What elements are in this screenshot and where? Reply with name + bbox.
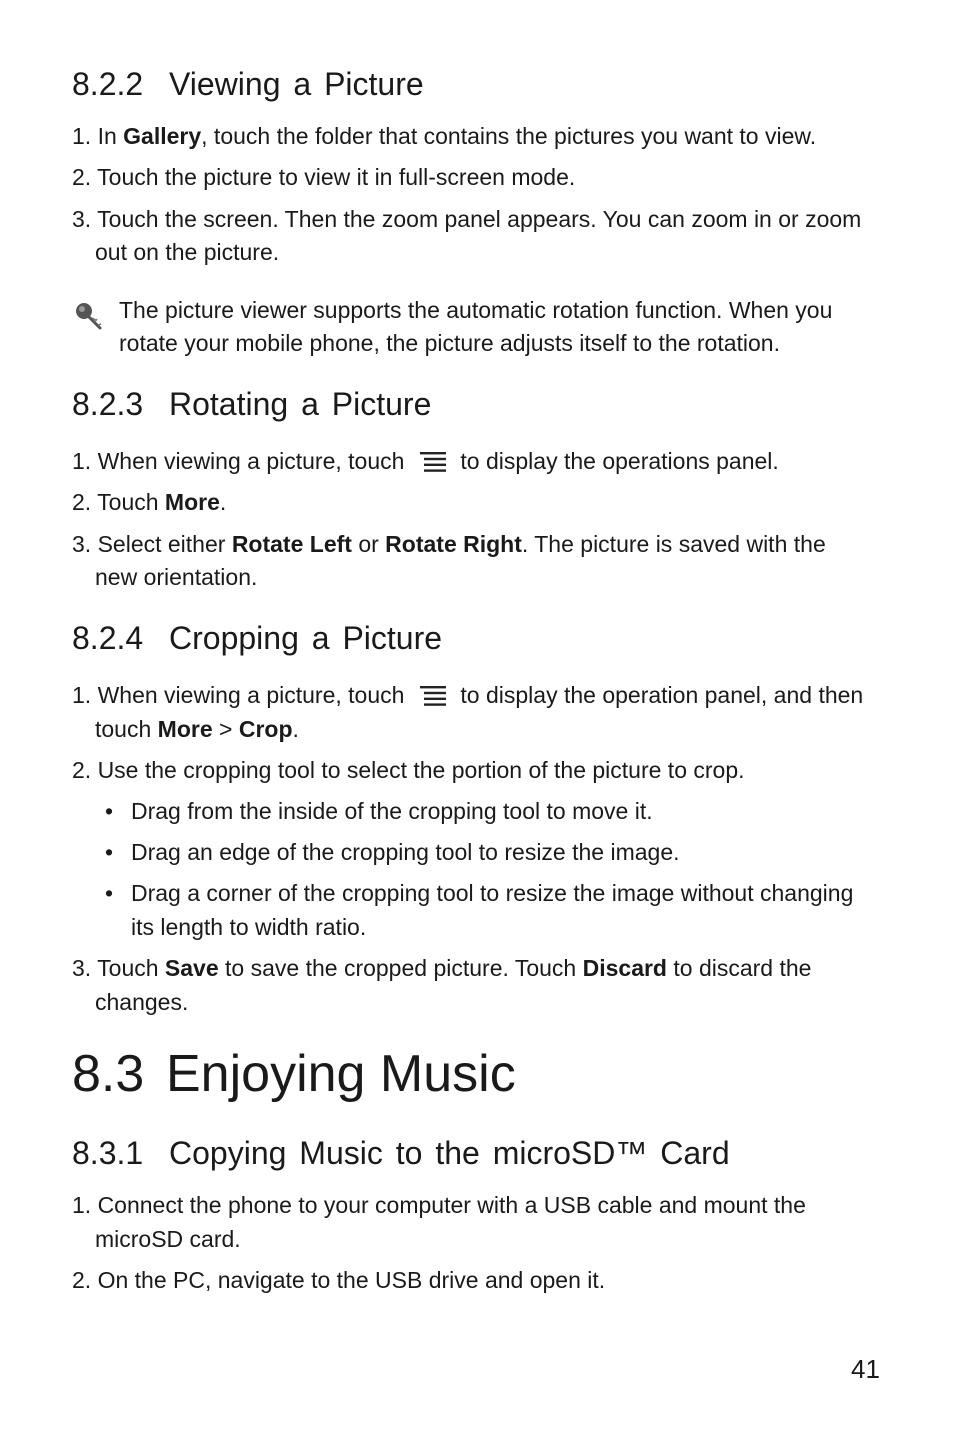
cropping-step-1-cont: touch More > Crop. xyxy=(95,716,299,742)
heading-8-2-4: 8.2.4 Cropping a Picture xyxy=(72,620,443,656)
cropping-step-3-cont: changes. xyxy=(95,989,189,1015)
viewing-step-3: 3. Touch the screen. Then the zoom panel appears. You can zoom in or zoom xyxy=(72,206,862,232)
viewing-step-3-cont: out on the picture. xyxy=(95,239,280,265)
rotating-step-3-cont: new orientation. xyxy=(95,564,258,590)
rotating-step-3: 3. Select either Rotate Left or Rotate Right. The picture is saved with the xyxy=(72,531,826,557)
note-line-1: The picture viewer supports the automatic rotation function. When you xyxy=(119,297,833,323)
cropping-bullet-1: • Drag from the inside of the cropping tool to move it. xyxy=(105,798,653,824)
rotating-step-2: 2. Touch More. xyxy=(72,489,227,515)
gallery-term: Gallery xyxy=(123,123,202,149)
heading-8-2-2: 8.2.2 Viewing a Picture xyxy=(72,66,424,102)
viewing-step-1: 1. In Gallery, touch the folder that contains the pictures you want to view. xyxy=(72,123,817,149)
menu-icon xyxy=(420,452,446,472)
note-magnifier-icon xyxy=(72,298,106,332)
copying-step-1-cont: microSD card. xyxy=(95,1226,241,1252)
cropping-step-2: 2. Use the cropping tool to select the portion of the picture to crop. xyxy=(72,757,745,783)
viewing-step-2: 2. Touch the picture to view it in full-screen mode. xyxy=(72,164,576,190)
copying-step-2: 2. On the PC, navigate to the USB drive and open it. xyxy=(72,1267,606,1293)
heading-8-2-3: 8.2.3 Rotating a Picture xyxy=(72,386,432,422)
rotating-step-1: 1. When viewing a picture, touch to display the operations panel. xyxy=(72,448,779,474)
page-number: 41 xyxy=(851,1354,880,1384)
cropping-step-1: 1. When viewing a picture, touch to display the operation panel, and then xyxy=(72,682,864,708)
cropping-bullet-3-cont: its length to width ratio. xyxy=(131,914,367,940)
heading-8-3: 8.3 Enjoying Music xyxy=(72,1045,516,1103)
heading-8-3-1: 8.3.1 Copying Music to the microSD™ Card xyxy=(72,1135,730,1171)
note-line-2: rotate your mobile phone, the picture adjusts itself to the rotation. xyxy=(119,330,780,356)
menu-icon xyxy=(420,686,446,706)
cropping-bullet-2: • Drag an edge of the cropping tool to resize the image. xyxy=(105,839,680,865)
cropping-bullet-3: • Drag a corner of the cropping tool to resize the image without changing xyxy=(105,880,854,906)
cropping-step-3: 3. Touch Save to save the cropped picture. Touch Discard to discard the xyxy=(72,955,812,981)
copying-step-1: 1. Connect the phone to your computer with a USB cable and mount the xyxy=(72,1192,806,1218)
